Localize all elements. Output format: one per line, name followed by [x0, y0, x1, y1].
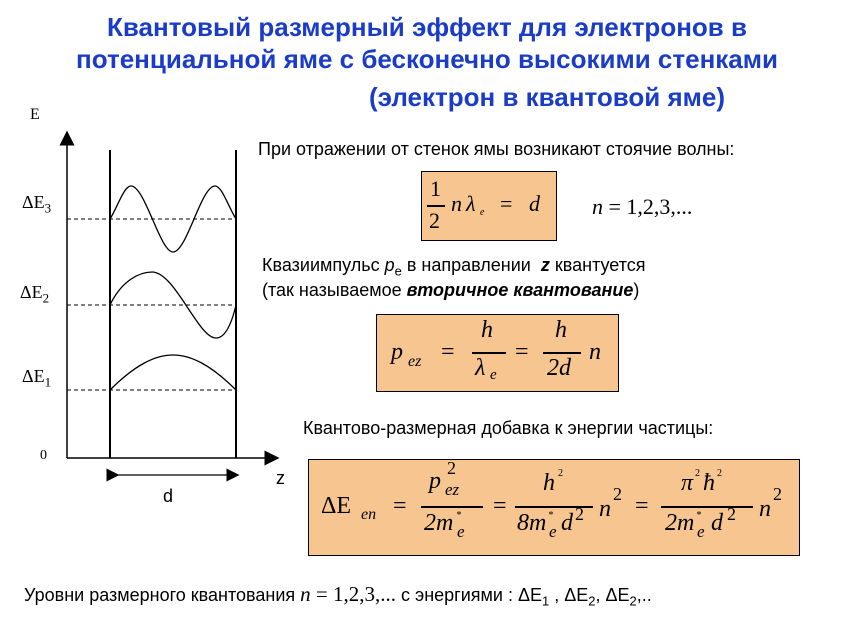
f3-p-sub: ez: [445, 480, 460, 499]
f3-star-2: *: [548, 510, 553, 521]
title-line-1: Квантовый размерный эффект для электронов в: [107, 12, 747, 42]
f3-den-1-sub: e: [457, 522, 465, 541]
f3-bar-1: [421, 506, 483, 508]
f3-den-3-d-sup: 2: [727, 504, 736, 524]
f3-den-3: 2m: [665, 510, 695, 536]
f2-p: p: [391, 339, 403, 365]
f3-n-1: n: [599, 496, 611, 522]
f3-p-sup: 2: [447, 458, 456, 478]
f3-equals-3: =: [635, 493, 649, 519]
f2-bar-2: [543, 352, 581, 354]
f3-den-2-d: d: [561, 510, 573, 536]
f3-delta-e-sub: en: [361, 506, 377, 523]
f3-h: h: [543, 470, 555, 496]
f3-den-3-sub: e: [697, 522, 705, 541]
f1-fraction-bar: [427, 205, 445, 207]
f1-d: d: [529, 191, 540, 216]
formula-standing-wave: [421, 171, 557, 241]
f2-equals-2: =: [515, 339, 529, 365]
f3-pi-sup: 2: [695, 468, 700, 479]
f3-hbar-sup: 2: [717, 468, 722, 479]
f3-n-1-sup: 2: [613, 484, 622, 504]
quasi-momentum-text: Квазиимпульс $p_e$ в направлении z квантуется: [262, 255, 646, 279]
level-3-label: $\Delta E_3$: [22, 192, 52, 216]
f1-equals: =: [500, 191, 513, 216]
energy-addition-text: Квантово-размерная добавка к энергии частицы:: [303, 418, 714, 438]
f1-denominator: 2: [429, 208, 440, 233]
f3-h-sup: 2: [558, 468, 563, 479]
f3-den-1: 2m: [424, 510, 454, 536]
f3-den-2-d-sup: 2: [575, 504, 584, 524]
secondary-quantization-text: (так называемое вторичное квантование): [262, 280, 640, 300]
f3-n-2: n: [759, 496, 771, 522]
f3-den-3-d: d: [711, 510, 723, 536]
wave-n1: [110, 355, 236, 390]
f3-hbar: ħ: [703, 470, 715, 496]
z-axis-label: z: [276, 468, 285, 488]
f3-equals-2: =: [493, 493, 507, 519]
f1-numerator: 1: [430, 176, 441, 201]
energy-axis-label: E: [30, 106, 40, 123]
f1-lambda: λ: [466, 191, 476, 216]
f1-lambda-sub: e: [480, 207, 485, 218]
f2-n: n: [589, 339, 601, 365]
f3-star-3: *: [696, 510, 701, 521]
f2-lambda-sub: e: [490, 367, 497, 383]
formula-energy: [308, 459, 800, 556]
f3-bar-3: [661, 506, 753, 508]
n-values: n = 1,2,3,...: [592, 194, 693, 219]
f3-equals-1: =: [393, 493, 407, 519]
f2-p-sub: ez: [408, 353, 422, 370]
f2-h1: h: [481, 317, 493, 343]
width-label: d: [163, 486, 174, 506]
f1-n: n: [451, 191, 462, 216]
f3-star-1: *: [456, 510, 461, 521]
origin-label: 0: [40, 448, 47, 463]
level-2-label: $\Delta E_2$: [20, 282, 50, 306]
standing-waves-text: При отражении от стенок ямы возникают стоячие волны:: [258, 139, 735, 159]
level-1-label: $\Delta E_1$: [22, 366, 52, 390]
f3-den-2: 8m: [517, 510, 547, 536]
bottom-levels-text: Уровни размерного квантования n = 1,2,3,... с энергиями : $\Delta E_1$ , $\Delta E_2$, $\Delta E_2$,..: [24, 582, 652, 609]
formula-quasi-momentum: [376, 314, 619, 392]
f2-denominator: 2d: [547, 355, 571, 381]
f2-equals-1: =: [441, 339, 455, 365]
title-line-2: потенциальной яме с бесконечно высокими стенками: [76, 44, 778, 74]
f2-bar-1: [472, 352, 506, 354]
f2-h2: h: [555, 317, 567, 343]
f3-den-2-sub: e: [549, 522, 557, 541]
f3-pi: π: [681, 470, 694, 496]
f3-delta-e: ΔE: [321, 493, 352, 519]
title-line-3: (электрон в квантовой яме): [369, 82, 725, 112]
f3-n-2-sup: 2: [773, 484, 782, 504]
f2-lambda: λ: [475, 355, 486, 381]
f3-p: p: [429, 468, 441, 494]
